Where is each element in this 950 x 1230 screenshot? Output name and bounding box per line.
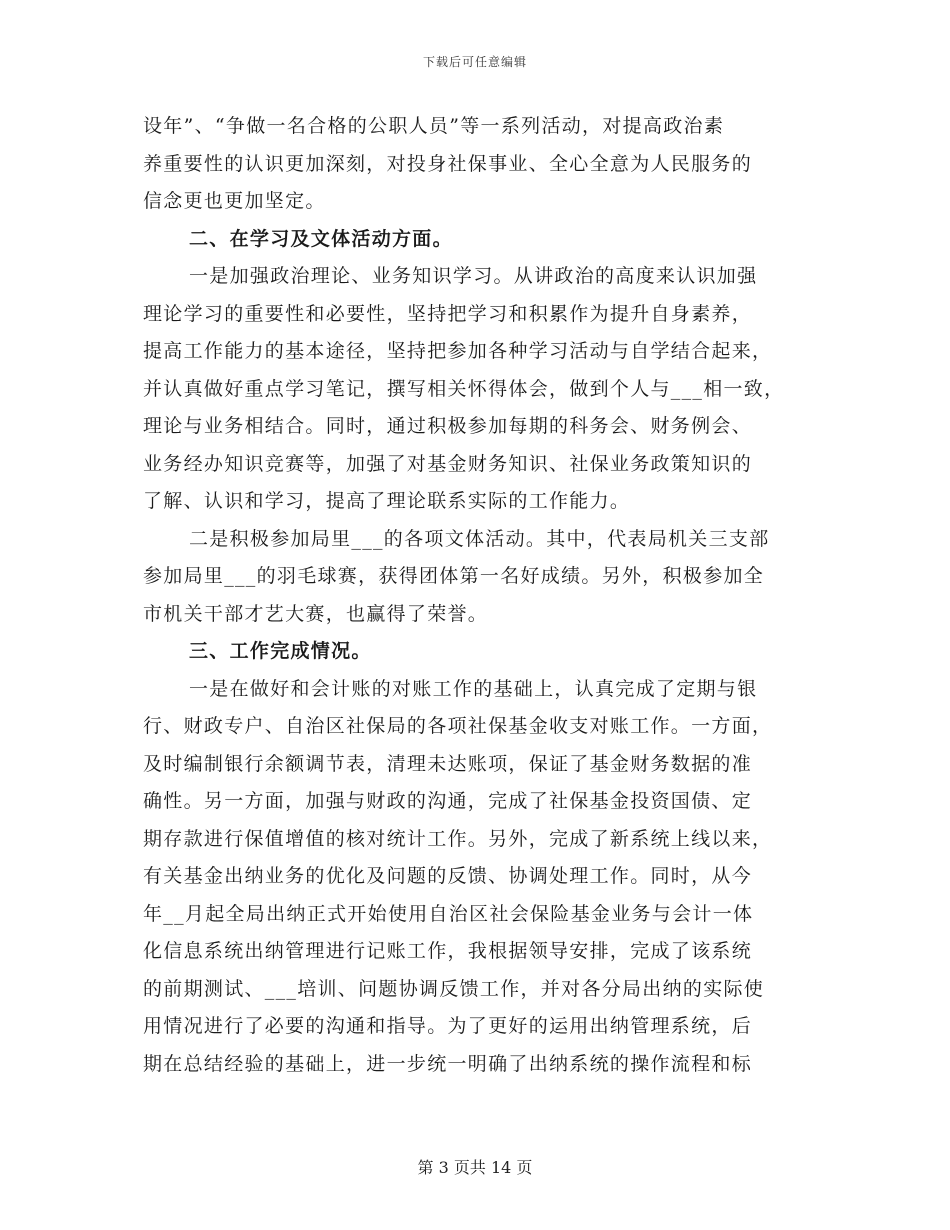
text-line: 期在总结经验的基础上，进一步统一明确了出纳系统的操作流程和标: [143, 1052, 753, 1075]
text-line: 理论学习的重要性和必要性，坚持把学习和积累作为提升自身素养，: [143, 302, 753, 325]
document-body: [143, 108, 813, 1083]
text-line: 设年”、“争做一名合格的公职人员”等一系列活动，对提高政治素: [143, 115, 725, 137]
text-line: 理论与业务相结合。同时，通过积极参加每期的科务会、财务例会、: [143, 415, 753, 437]
text-line: 一是在做好和会计账的对账工作的基础上，认真完成了定期与银: [189, 677, 758, 700]
text-line: 养重要性的认识更加深刻，对投身社保事业、全心全意为人民服务的: [143, 152, 753, 175]
text-line: 化信息系统出纳管理进行记账工作，我根据领导安排，完成了该系统: [143, 940, 753, 962]
text-line: 并认真做好重点学习笔记，撰写相关怀得体会，做到个人与___相一致，: [143, 377, 785, 400]
text-line: 市机关干部才艺大赛，也赢得了荣誉。: [143, 602, 489, 625]
page-footer: 第 3 页共 14 页: [417, 1158, 533, 1177]
text-line: 的前期测试、___培训、问题协调反馈工作，并对各分局出纳的实际使: [143, 977, 765, 1000]
section-heading: 二、在学习及文体活动方面。: [189, 227, 453, 250]
text-line: 及时编制银行余额调节表，清理未达账项，保证了基金财务数据的准: [143, 752, 753, 775]
text-line: 信念更也更加坚定。: [143, 190, 326, 212]
text-line: 提高工作能力的基本途径，坚持把参加各种学习活动与自学结合起来，: [143, 340, 773, 362]
page-header: 下载后可任意编辑: [422, 55, 527, 69]
text-line: 业务经办知识竞赛等，加强了对基金财务知识、社保业务政策知识的: [143, 452, 753, 475]
text-line: 了解、认识和学习，提高了理论联系实际的工作能力。: [143, 490, 631, 512]
text-line: 年__月起全局出纳正式开始使用自治区社会保险基金业务与会计一体: [143, 902, 754, 925]
text-line: 用情况进行了必要的沟通和指导。为了更好的运用出纳管理系统，后: [143, 1015, 753, 1037]
text-line: 二是积极参加局里___的各项文体活动。其中，代表局机关三支部: [189, 527, 770, 550]
text-line: 一是加强政治理论、业务知识学习。从讲政治的高度来认识加强: [189, 265, 758, 287]
text-line: 期存款进行保值增值的核对统计工作。另外，完成了新系统上线以来，: [143, 827, 773, 850]
section-heading: 三、工作完成情况。: [189, 640, 372, 662]
text-line: 有关基金出纳业务的优化及问题的反馈、协调处理工作。同时，从今: [143, 865, 753, 887]
text-line: 行、财政专户、自治区社保局的各项社保基金收支对账工作。一方面，: [143, 715, 773, 737]
text-line: 确性。另一方面，加强与财政的沟通，完成了社保基金投资国债、定: [143, 790, 753, 812]
text-line: 参加局里___的羽毛球赛，获得团体第一名好成绩。另外，积极参加全: [143, 565, 765, 587]
